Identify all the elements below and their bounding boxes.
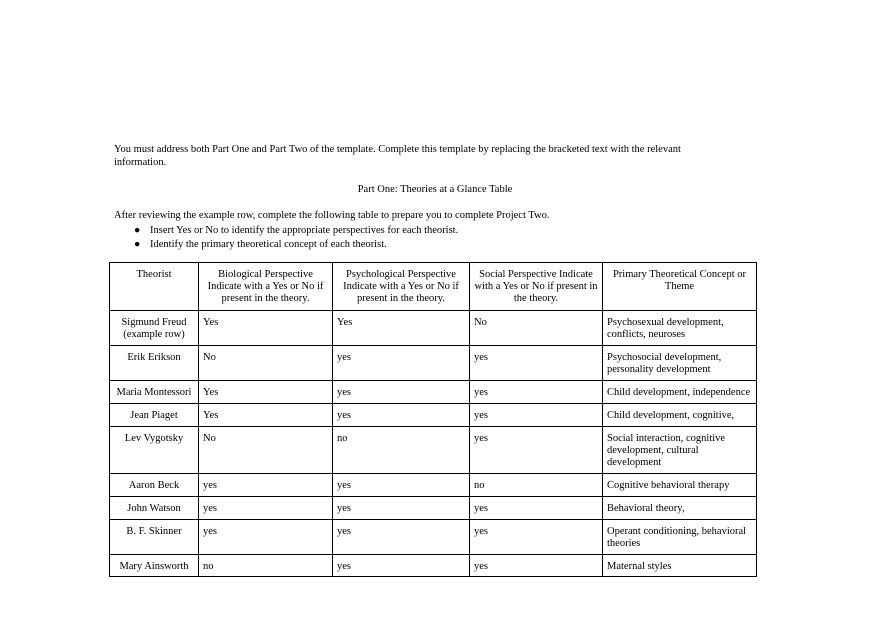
biological-cell[interactable]: Yes — [199, 381, 333, 404]
bullet-text: Identify the primary theoretical concept of each theorist. — [150, 238, 387, 250]
theorist-cell: Sigmund Freud (example row) — [110, 311, 199, 346]
concept-cell[interactable]: Behavioral theory, — [603, 497, 757, 520]
table-row — [110, 427, 757, 474]
bullet-text: Insert Yes or No to identify the appropriate perspectives for each theorist. — [150, 225, 459, 236]
psychological-cell[interactable]: Yes — [333, 311, 470, 346]
theories-table — [109, 262, 757, 577]
bullet-icon: ● — [134, 238, 141, 250]
social-cell[interactable]: yes — [470, 520, 603, 555]
biological-cell[interactable]: yes — [199, 474, 333, 497]
concept-cell[interactable]: Child development, cognitive, — [603, 404, 757, 427]
biological-cell[interactable]: no — [199, 555, 333, 577]
psychological-cell[interactable]: no — [333, 427, 470, 474]
psychological-cell[interactable]: yes — [333, 555, 470, 577]
instructions-text: After reviewing the example row, complete the following table to prepare you to complete Project Two. — [114, 210, 550, 221]
psychological-cell[interactable]: yes — [333, 474, 470, 497]
theorist-cell: Lev Vygotsky — [110, 427, 199, 474]
theorist-cell: B. F. Skinner — [110, 520, 199, 555]
header-theorist: Theorist — [110, 263, 199, 311]
biological-cell[interactable]: No — [199, 346, 333, 381]
psychological-cell[interactable]: yes — [333, 520, 470, 555]
theorist-cell: John Watson — [110, 497, 199, 520]
social-cell[interactable]: yes — [470, 427, 603, 474]
part-one-title: Part One: Theories at a Glance Table — [357, 184, 513, 195]
table-row — [110, 555, 757, 577]
concept-cell[interactable]: Maternal styles — [603, 555, 757, 577]
theorist-cell: Mary Ainsworth — [110, 555, 199, 577]
intro-text: You must address both Part One and Part Two of the template. Complete this template by replacing the bracketed text with the relevant information. — [114, 144, 681, 168]
biological-cell[interactable]: Yes — [199, 311, 333, 346]
social-cell[interactable]: yes — [470, 404, 603, 427]
biological-cell[interactable]: yes — [199, 497, 333, 520]
biological-cell[interactable]: Yes — [199, 404, 333, 427]
concept-cell[interactable]: Operant conditioning, behavioral theories — [603, 520, 757, 555]
header-biological: Biological Perspective Indicate with a Yes or No if present in the theory. — [199, 263, 333, 311]
concept-cell[interactable]: Psychosocial development, personality development — [603, 346, 757, 381]
table-header-row — [110, 263, 757, 311]
social-cell[interactable]: yes — [470, 497, 603, 520]
header-social: Social Perspective Indicate with a Yes or No if present in the theory. — [470, 263, 603, 311]
psychological-cell[interactable]: yes — [333, 404, 470, 427]
psychological-cell[interactable]: yes — [333, 381, 470, 404]
table-row — [110, 346, 757, 381]
psychological-cell[interactable]: yes — [333, 497, 470, 520]
theorist-cell: Erik Erikson — [110, 346, 199, 381]
header-concept: Primary Theoretical Concept or Theme — [603, 263, 757, 311]
bullet-icon: ● — [134, 225, 141, 236]
social-cell[interactable]: yes — [470, 555, 603, 577]
theorist-cell: Jean Piaget — [110, 404, 199, 427]
psychological-cell[interactable]: yes — [333, 346, 470, 381]
table-row — [110, 474, 757, 497]
instruction-bullets — [116, 224, 458, 251]
table-row — [110, 520, 757, 555]
biological-cell[interactable]: yes — [199, 520, 333, 555]
table-row — [110, 381, 757, 404]
theorist-cell: Maria Montessori — [110, 381, 199, 404]
theorist-cell: Aaron Beck — [110, 474, 199, 497]
social-cell[interactable]: yes — [470, 346, 603, 381]
table-row — [110, 311, 757, 346]
table-row — [110, 404, 757, 427]
social-cell[interactable]: yes — [470, 381, 603, 404]
social-cell[interactable]: No — [470, 311, 603, 346]
table-row — [110, 497, 757, 520]
concept-cell[interactable]: Child development, independence — [603, 381, 757, 404]
concept-cell[interactable]: Social interaction, cognitive development, cultural development — [603, 427, 757, 474]
bullet-item — [116, 238, 458, 252]
biological-cell[interactable]: No — [199, 427, 333, 474]
bullet-item — [116, 224, 458, 238]
concept-cell[interactable]: Psychosexual development, conflicts, neuroses — [603, 311, 757, 346]
social-cell[interactable]: no — [470, 474, 603, 497]
header-psychological: Psychological Perspective Indicate with a Yes or No if present in the theory. — [333, 263, 470, 311]
concept-cell[interactable]: Cognitive behavioral therapy — [603, 474, 757, 497]
